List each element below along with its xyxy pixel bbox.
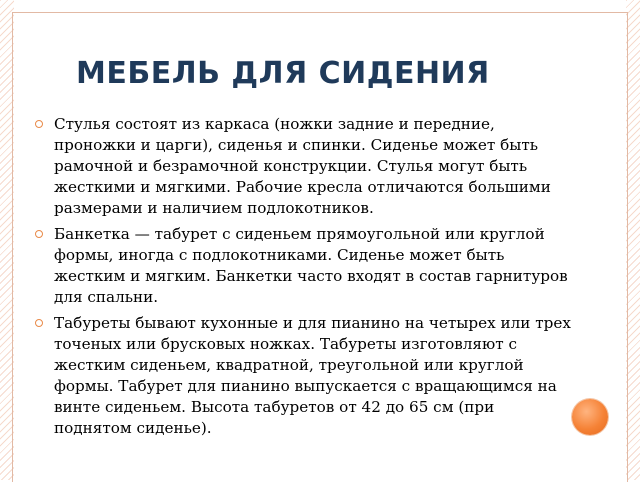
- bullet-icon: [35, 230, 43, 238]
- bullet-item-banquette: [34, 224, 574, 308]
- orange-orb-icon: [572, 399, 608, 435]
- bullet-item-stools: [34, 313, 574, 439]
- bullet-text: Банкетка — табурет с сиденьем прямоугольной или круглой формы, иногда с подлокотниками. Сиденье может быть жестким и мягким. Банкетки часто входят в состав гарнитуров для спальни.: [54, 225, 568, 306]
- bullet-icon: [35, 120, 43, 128]
- decorative-stripe-right: [626, 0, 640, 480]
- bullet-item-chairs: [34, 114, 574, 219]
- bullet-text: Табуреты бывают кухонные и для пианино на четырех или трех точеных или брусковых ножках. Табуреты изготовляют с жестким сиденьем, квадратной, треугольной или круглой формы. Табурет для пианино выпускается с вращающимся на винте сиденьем. Высота табуретов от 42 до 65 см (при поднятом сиденье).: [54, 314, 571, 437]
- bullet-list: [34, 114, 574, 444]
- bullet-icon: [35, 319, 43, 327]
- slide-title: МЕБЕЛЬ ДЛЯ СИДЕНИЯ: [76, 56, 490, 91]
- bullet-text: Стулья состоят из каркаса (ножки задние и передние, проножки и царги), сиденья и спинки. Сиденье может быть рамочной и безрамочной конструкции. Стулья могут быть жесткими и мягкими. Рабочие кресла отличаются большими размерами и наличием подлокотников.: [54, 115, 551, 217]
